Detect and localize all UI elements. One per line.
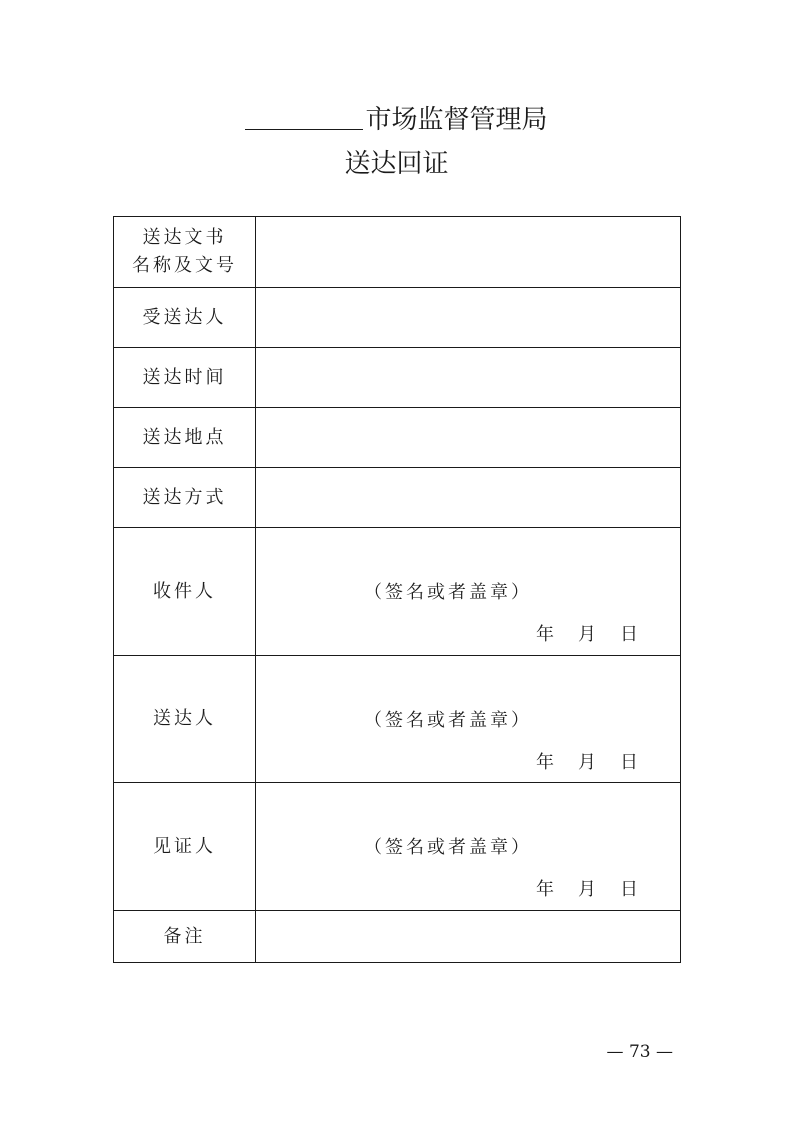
day-label: 日: [620, 624, 638, 645]
date-line: [536, 875, 638, 901]
field-witness[interactable]: [256, 783, 681, 911]
date-line: [536, 748, 638, 774]
date-line: [536, 620, 638, 646]
page-title: [0, 100, 793, 140]
row-remarks: [114, 911, 681, 963]
row-receiver: [114, 528, 681, 656]
field-delivery-method[interactable]: [256, 468, 681, 528]
field-document-name[interactable]: [256, 217, 681, 288]
signature-hint: （签名或者盖章）: [364, 582, 532, 603]
field-delivery-time[interactable]: [256, 348, 681, 408]
row-document-name: [114, 217, 681, 288]
day-label: 日: [620, 752, 638, 773]
year-label: 年: [536, 752, 554, 773]
label-delivery-time: 送达时间: [114, 348, 256, 408]
field-remarks[interactable]: [256, 911, 681, 963]
row-delivery-method: [114, 468, 681, 528]
month-label: 月: [578, 879, 596, 900]
agency-name-blank: [245, 101, 363, 130]
label-delivery-place: 送达地点: [114, 408, 256, 468]
agency-suffix: 市场监督管理局: [365, 105, 548, 135]
label-deliverer: 送达人: [114, 656, 256, 783]
field-recipient[interactable]: [256, 288, 681, 348]
field-deliverer[interactable]: [256, 656, 681, 783]
year-label: 年: [536, 624, 554, 645]
label-remarks: 备注: [114, 911, 256, 963]
row-deliverer: [114, 656, 681, 783]
day-label: 日: [620, 879, 638, 900]
label-witness: 见证人: [114, 783, 256, 911]
label-recipient: 受送达人: [114, 288, 256, 348]
label-line-2: 名称及文号: [132, 255, 237, 276]
signature-hint: （签名或者盖章）: [364, 710, 532, 731]
row-delivery-place: [114, 408, 681, 468]
field-receiver[interactable]: [256, 528, 681, 656]
field-delivery-place[interactable]: [256, 408, 681, 468]
label-delivery-method: 送达方式: [114, 468, 256, 528]
label-line-1: 送达文书: [142, 227, 227, 248]
label-receiver: 收件人: [114, 528, 256, 656]
month-label: 月: [578, 624, 596, 645]
signature-hint: （签名或者盖章）: [364, 837, 532, 858]
label-document-name: [114, 217, 256, 288]
month-label: 月: [578, 752, 596, 773]
document-title: 送达回证: [344, 149, 449, 179]
row-recipient: [114, 288, 681, 348]
year-label: 年: [536, 879, 554, 900]
row-witness: [114, 783, 681, 911]
row-delivery-time: [114, 348, 681, 408]
page-number: — 73 —: [606, 1042, 673, 1062]
service-receipt-form: [113, 216, 681, 963]
